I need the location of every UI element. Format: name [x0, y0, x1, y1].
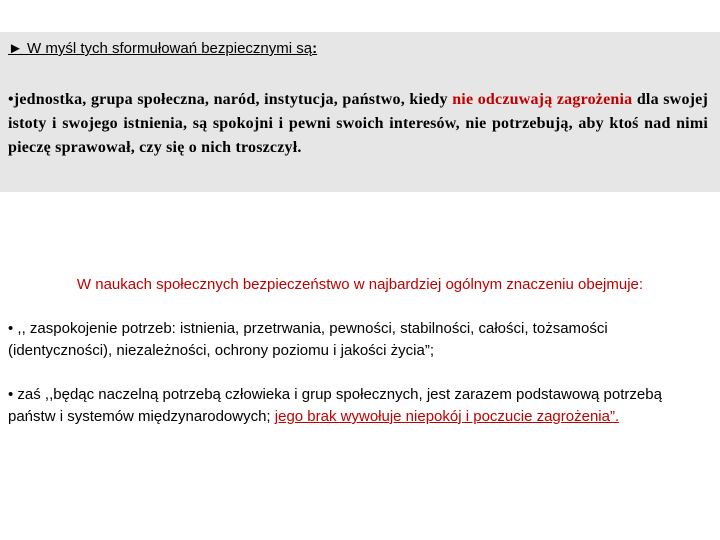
section-title: W naukach społecznych bezpieczeństwo w najbardziej ogólnym znaczeniu obejmuje:	[76, 276, 644, 293]
arrow-icon: ►	[8, 40, 28, 57]
box-para-start: •jednostka, grupa społeczna, naród, instytucja, państwo, kiedy	[8, 91, 453, 108]
box-para-highlight: nie odczuwają zagrożenia	[452, 91, 633, 108]
box-heading-text: W myśl tych sformułowań bezpiecznymi są	[27, 40, 313, 57]
bullet-2-highlight: jego brak wywołuje niepokój i poczucie zagrożenia”.	[274, 408, 620, 425]
bullet-item-2	[8, 384, 713, 428]
bullet-item-1: • ,, zaspokojenie potrzeb: istnienia, przetrwania, pewności, stabilności, całości, tożsamości (identyczności), niezależności, ochrony poziomu i jakości życia”;	[8, 320, 608, 359]
box-paragraph	[8, 88, 708, 160]
bullet-2-text: • zaś ,,będąc naczelną potrzebą człowieka i grup społecznych, jest zarazem podstawową potrzebą państw i systemów międzynarodowych;	[8, 386, 662, 425]
box-heading	[8, 40, 317, 57]
box-para-end: dla swojej istoty i swojego istnienia, są spokojni i pewni swoich interesów, nie potrzebują, aby ktoś nad nimi pieczę sprawował, czy się o nich troszczył.	[8, 91, 708, 156]
box-heading-colon: :	[312, 40, 318, 57]
